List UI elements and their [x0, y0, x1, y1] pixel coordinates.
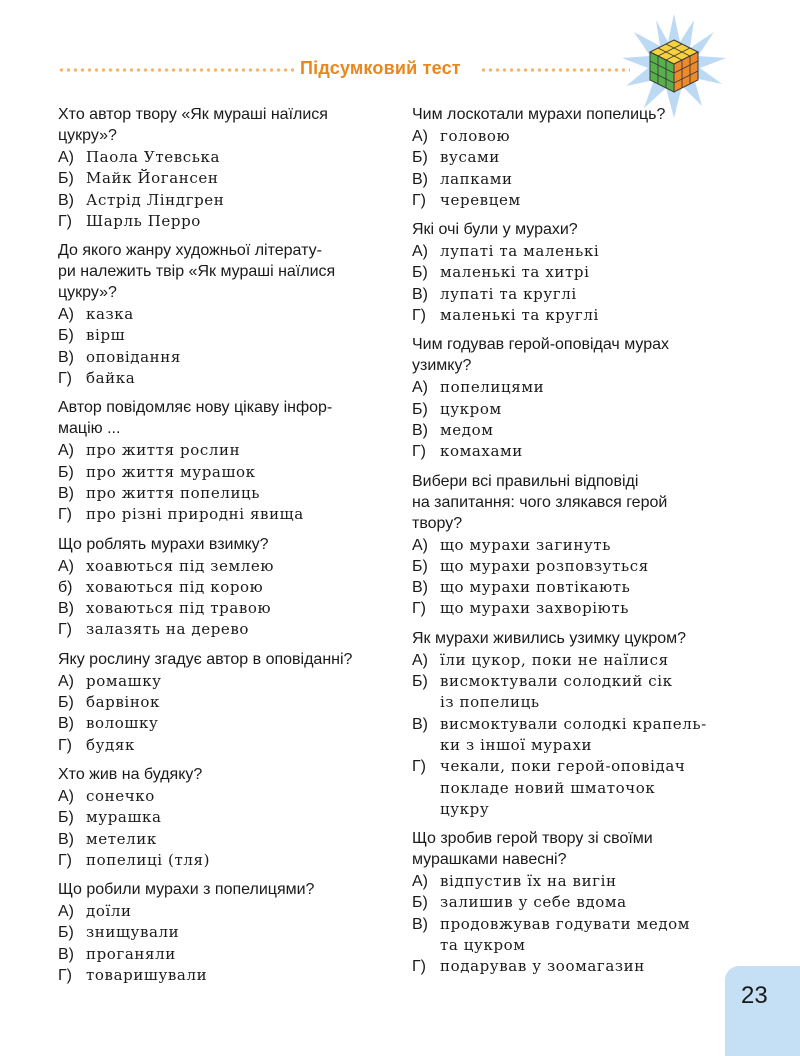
option-text-line: ховаються під корою — [86, 577, 264, 596]
answer-option — [58, 965, 398, 986]
question-block — [412, 219, 752, 326]
option-text-line: Астрід Ліндгрен — [86, 190, 225, 209]
option-text — [440, 441, 523, 462]
option-letter: А) — [58, 442, 74, 460]
option-text — [440, 284, 577, 305]
answer-option — [58, 829, 398, 850]
option-text — [86, 735, 135, 756]
question-block — [412, 471, 752, 620]
answer-option — [412, 650, 752, 671]
answer-option — [58, 211, 398, 232]
option-text-line: мурашка — [86, 808, 162, 827]
option-text-line: знищували — [86, 923, 180, 942]
answer-option — [58, 944, 398, 965]
option-text-line: подарував у зоомагазин — [440, 957, 645, 976]
option-text — [86, 692, 160, 713]
page-number-tab — [725, 966, 800, 1056]
left-question-column — [58, 104, 398, 994]
option-text — [440, 671, 673, 714]
option-text-line: що мурахи повтікають — [440, 578, 631, 597]
answer-option — [58, 922, 398, 943]
answer-option — [58, 190, 398, 211]
option-letter: В) — [58, 600, 74, 618]
answer-option — [58, 692, 398, 713]
question-text-line: Що зробив герой твору зі своїми — [412, 830, 653, 848]
answer-option — [412, 399, 752, 420]
option-text-line: сонечко — [86, 786, 155, 805]
answer-option — [58, 483, 398, 504]
question-text-line: мацію ... — [58, 420, 121, 438]
option-letter: В) — [412, 915, 428, 933]
option-text-line: лупаті та круглі — [440, 284, 577, 303]
answer-option — [58, 850, 398, 871]
option-letter: Б) — [412, 673, 428, 691]
option-letter: Г) — [58, 370, 72, 388]
answer-option — [58, 462, 398, 483]
option-text — [440, 535, 611, 556]
option-letter: В) — [58, 715, 74, 733]
option-letter: В) — [412, 715, 428, 733]
option-text — [86, 325, 125, 346]
option-letter: А) — [412, 243, 428, 261]
option-text — [440, 169, 513, 190]
question-text-line: До якого жанру художньої літерату- — [58, 242, 322, 260]
option-text — [86, 368, 135, 389]
question-text — [412, 334, 752, 376]
option-letter: б) — [58, 578, 73, 596]
question-text — [58, 104, 398, 146]
option-text — [86, 786, 155, 807]
question-text-line: на запитання: чого злякався герой — [412, 493, 668, 511]
question-text-line: Чим лоскотали мурахи попелиць? — [412, 106, 666, 123]
option-text-line: головою — [440, 127, 511, 145]
question-text — [58, 879, 398, 900]
option-text-line: цукром — [440, 399, 502, 418]
option-letter: Г) — [412, 191, 426, 209]
option-text-line: медом — [440, 420, 494, 439]
option-text-line: хоавються під землею — [86, 556, 275, 575]
option-letter: В) — [58, 484, 74, 502]
question-text-line: Яку рослину згадує автор в оповіданні? — [58, 650, 353, 668]
option-text-line: із попелиць — [440, 693, 540, 712]
option-text — [86, 598, 271, 619]
question-text-line: мурашками навесні? — [412, 851, 567, 869]
option-text — [86, 922, 179, 943]
option-text-line: байка — [86, 369, 136, 388]
option-letter: Б) — [412, 400, 428, 418]
answer-option — [412, 914, 752, 957]
option-text — [86, 168, 218, 189]
answer-option — [58, 368, 398, 389]
option-letter: А) — [412, 536, 428, 554]
question-text-line: Що роблять мурахи взимку? — [58, 535, 269, 553]
option-text-line: цукру — [440, 799, 490, 818]
option-letter: А) — [58, 149, 74, 166]
option-text-line: про різні природні явища — [86, 505, 304, 524]
answer-option — [412, 535, 752, 556]
option-text-line: ки з іншої мурахи — [440, 735, 593, 754]
answer-option — [58, 786, 398, 807]
answer-option — [58, 713, 398, 734]
option-text — [440, 556, 649, 577]
question-text-line: Хто жив на будяку? — [58, 765, 203, 783]
answer-option — [58, 147, 398, 168]
option-text-line: волошку — [86, 714, 159, 733]
answer-option — [412, 284, 752, 305]
question-text — [412, 628, 752, 649]
option-letter: В) — [412, 170, 428, 188]
option-text — [86, 965, 207, 986]
option-text — [86, 462, 256, 483]
question-block — [58, 534, 398, 641]
question-text — [412, 104, 752, 125]
option-text-line: маленькі та хитрі — [440, 263, 590, 282]
option-text-line: товаришували — [86, 966, 208, 985]
option-text-line: залишив у себе вдома — [440, 893, 627, 912]
option-text-line: їли цукор, поки не наїлися — [440, 650, 669, 669]
option-text-line: про життя попелиць — [86, 483, 261, 502]
answer-option — [58, 671, 398, 692]
question-block — [58, 879, 398, 986]
option-letter: Б) — [412, 557, 428, 575]
option-text — [86, 304, 134, 325]
option-text-line: доїли — [86, 902, 132, 921]
question-block — [412, 334, 752, 462]
option-text-line: казка — [86, 305, 134, 324]
answer-option — [412, 714, 752, 757]
answer-option — [412, 756, 752, 820]
option-text-line: метелик — [86, 829, 157, 848]
option-letter: Г) — [412, 600, 426, 618]
answer-option — [412, 305, 752, 326]
option-text-line: вірш — [86, 326, 126, 345]
option-letter: В) — [412, 285, 428, 303]
answer-option — [58, 504, 398, 525]
option-letter: В) — [58, 348, 74, 366]
answer-option — [58, 619, 398, 640]
option-letter: Б) — [58, 809, 74, 827]
answer-option — [412, 577, 752, 598]
answer-option — [412, 871, 752, 892]
answer-option — [412, 420, 752, 441]
option-letter: Б) — [412, 894, 428, 912]
answer-option — [58, 325, 398, 346]
question-block — [58, 104, 398, 232]
option-text-line: ромашку — [86, 671, 162, 690]
question-text-line: Чим годував герой-оповідач мурах — [412, 336, 669, 354]
question-text — [58, 764, 398, 785]
right-question-column — [412, 104, 752, 986]
question-block — [58, 649, 398, 756]
option-letter: Г) — [412, 443, 426, 461]
option-text-line: що мурахи загинуть — [440, 535, 612, 554]
option-text — [86, 901, 132, 922]
question-text — [412, 219, 752, 240]
question-block — [58, 397, 398, 525]
answer-option — [58, 598, 398, 619]
option-text-line: ховаються під травою — [86, 599, 272, 618]
option-text — [440, 914, 690, 957]
option-text-line: попелицями — [440, 378, 545, 397]
question-text-line: твору? — [412, 514, 463, 532]
option-letter: Б) — [58, 170, 74, 188]
option-letter: А) — [58, 306, 74, 324]
question-text-line: цукру»? — [58, 127, 117, 144]
option-letter: Б) — [58, 327, 74, 345]
option-text-line: про життя мурашок — [86, 462, 256, 481]
option-letter: А) — [412, 873, 428, 891]
answer-option — [412, 956, 752, 977]
answer-option — [412, 556, 752, 577]
option-letter: В) — [58, 945, 74, 963]
question-text-line: Як мурахи живились узимку цукром? — [412, 629, 687, 647]
option-letter: В) — [58, 191, 74, 209]
option-text-line: лупаті та маленькі — [440, 242, 600, 261]
answer-option — [412, 441, 752, 462]
question-text — [412, 471, 752, 534]
option-text — [440, 650, 669, 671]
option-text — [86, 850, 210, 871]
answer-option — [412, 598, 752, 619]
option-text-line: будяк — [86, 735, 135, 754]
option-text — [86, 504, 304, 525]
option-letter: Б) — [58, 463, 74, 481]
option-text-line: проганяли — [86, 944, 176, 963]
page-header — [0, 0, 800, 120]
option-letter: Г) — [58, 851, 72, 869]
option-text — [440, 892, 627, 913]
option-text-line: залазять на дерево — [86, 620, 250, 639]
option-text-line: лапками — [440, 169, 513, 188]
answer-option — [58, 556, 398, 577]
question-text-line: цукру»? — [58, 284, 117, 302]
option-text — [86, 483, 260, 504]
option-text-line: висмоктували солодкий сік — [440, 672, 673, 691]
option-letter: В) — [412, 421, 428, 439]
option-text — [86, 211, 201, 232]
option-letter: А) — [412, 128, 428, 145]
option-text — [86, 807, 162, 828]
option-text — [86, 190, 224, 211]
option-text-line: продовжував годувати медом — [440, 914, 691, 933]
dotted-rule-left — [58, 68, 294, 72]
option-letter: А) — [58, 903, 74, 921]
question-text — [58, 534, 398, 555]
question-text — [58, 240, 398, 303]
option-text — [86, 577, 263, 598]
option-text — [86, 944, 176, 965]
question-block — [58, 764, 398, 871]
rubiks-cube-icon — [622, 14, 726, 118]
option-text — [440, 714, 707, 757]
answer-option — [412, 169, 752, 190]
question-block — [412, 628, 752, 820]
question-text-line: Які очі були у мурахи? — [412, 221, 578, 239]
option-letter: Г) — [58, 967, 72, 985]
option-text-line: черевцем — [440, 190, 521, 209]
answer-option — [412, 262, 752, 283]
option-text — [440, 399, 502, 420]
option-letter: Г) — [58, 621, 72, 639]
answer-option — [412, 671, 752, 714]
option-text — [86, 556, 274, 577]
option-text-line: вусами — [440, 148, 500, 167]
option-letter: Б) — [58, 694, 74, 712]
option-letter: А) — [412, 651, 428, 669]
option-text-line: Майк Йогансен — [86, 169, 219, 188]
question-text — [412, 828, 752, 870]
option-text — [86, 347, 181, 368]
option-letter: В) — [58, 830, 74, 848]
question-text-line: Хто автор твору «Як мураші наїлися — [58, 106, 328, 123]
option-letter: Б) — [412, 149, 428, 167]
option-text — [86, 713, 158, 734]
question-text-line: Що робили мурахи з попелицями? — [58, 881, 315, 899]
option-text-line: що мурахи захворіють — [440, 599, 629, 618]
option-letter: В) — [412, 579, 428, 597]
answer-option — [58, 901, 398, 922]
question-block — [58, 240, 398, 389]
option-letter: Б) — [412, 264, 428, 282]
option-letter: А) — [58, 672, 74, 690]
page-title: Підсумковий тест — [300, 58, 461, 78]
option-letter: Г) — [58, 736, 72, 754]
option-letter: Б) — [58, 924, 74, 942]
option-text-line: про життя рослин — [86, 441, 241, 460]
option-text — [440, 262, 590, 283]
option-letter: Г) — [412, 758, 426, 776]
option-text — [86, 440, 240, 461]
answer-option — [58, 347, 398, 368]
answer-option — [58, 577, 398, 598]
option-letter: Г) — [58, 506, 72, 524]
option-text — [86, 829, 157, 850]
option-text-line: висмоктували солодкі крапель- — [440, 714, 707, 733]
option-letter: Г) — [412, 307, 426, 325]
option-letter: А) — [58, 557, 74, 575]
option-text-line: маленькі та круглі — [440, 306, 599, 325]
option-text — [440, 305, 599, 326]
answer-option — [412, 377, 752, 398]
page-number: 23 — [741, 982, 768, 1009]
answer-option — [412, 190, 752, 211]
option-letter: А) — [412, 379, 428, 397]
question-text — [58, 649, 398, 670]
answer-option — [58, 735, 398, 756]
option-text-line: відпустив їх на вигін — [440, 872, 617, 891]
option-text-line: комахами — [440, 442, 523, 461]
option-text-line: Паола Утевська — [86, 148, 221, 166]
answer-option — [58, 807, 398, 828]
option-text — [86, 619, 249, 640]
option-text-line: барвінок — [86, 693, 161, 712]
question-text-line: Вибери всі правильні відповіді — [412, 472, 639, 490]
answer-option — [412, 147, 752, 168]
question-text — [58, 397, 398, 439]
option-text-line: та цукром — [440, 936, 526, 955]
option-text — [440, 420, 493, 441]
option-text — [440, 598, 629, 619]
question-text-line: ри належить твір «Як мураші наїлися — [58, 263, 336, 281]
dotted-rule-right — [480, 68, 630, 72]
question-text-line: узимку? — [412, 357, 472, 375]
option-text — [440, 377, 544, 398]
option-text — [440, 190, 521, 211]
answer-option — [412, 126, 752, 147]
option-text — [86, 671, 162, 692]
option-text — [440, 756, 685, 820]
option-text — [440, 147, 500, 168]
option-letter: А) — [58, 787, 74, 805]
option-text-line: попелиці (тля) — [86, 850, 211, 869]
option-text — [440, 956, 645, 977]
option-letter: Г) — [58, 212, 72, 230]
answer-option — [412, 892, 752, 913]
option-letter: Г) — [412, 958, 426, 976]
option-text-line: оповідання — [86, 347, 181, 366]
answer-option — [58, 440, 398, 461]
option-text — [440, 871, 617, 892]
question-text-line: Автор повідомляє нову цікаву інфор- — [58, 399, 333, 417]
option-text-line: чекали, поки герой-оповідач — [440, 757, 686, 776]
option-text — [440, 577, 630, 598]
answer-option — [58, 168, 398, 189]
option-text-line: що мурахи розповзуться — [440, 556, 649, 575]
option-text — [86, 147, 220, 168]
answer-option — [412, 241, 752, 262]
option-text-line: покладе новий шматочок — [440, 778, 656, 797]
answer-option — [58, 304, 398, 325]
option-text — [440, 126, 510, 147]
option-text — [440, 241, 599, 262]
question-block — [412, 104, 752, 211]
option-text-line: Шарль Перро — [86, 211, 201, 230]
question-block — [412, 828, 752, 977]
